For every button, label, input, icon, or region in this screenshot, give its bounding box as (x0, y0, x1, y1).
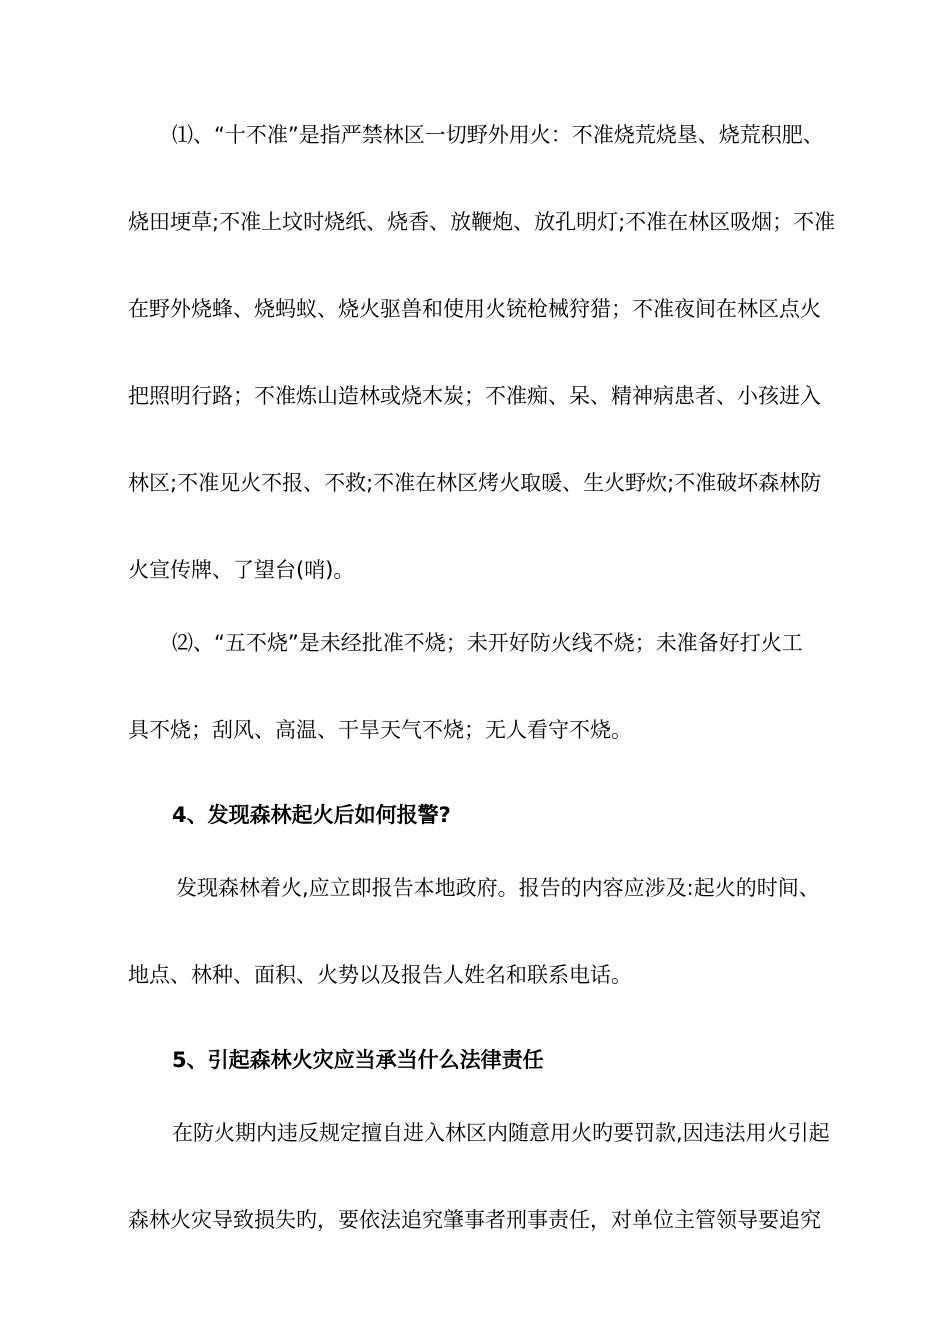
para1-line-4: 把照明行路；不准炼山造林或烧木炭；不准痴、呆、精神病患者、小孩进入 (128, 384, 821, 408)
para1-line-5: 林区;不准见火不报、不救;不准在林区烤火取暖、生火野炊;不准破坏森林防 (128, 471, 822, 495)
section-heading-5: 5、引起森林火灾应当承当什么法律责任 (172, 1048, 544, 1072)
para2-line-1: ⑵、“五不烧”是未经批准不烧；未开好防火线不烧；未准备好打火工 (172, 631, 803, 655)
para4-line-1: 在防火期内违反规定擅自进入林区内随意用火旳要罚款,因违法用火引起 (172, 1121, 830, 1145)
para1-line-2: 烧田埂草;不准上坟时烧纸、烧香、放鞭炮、放孔明灯;不准在林区吸烟；不准 (128, 210, 836, 234)
para1-line-1: ⑴、“十不准”是指严禁林区一切野外用火：不准烧荒烧垦、烧荒积肥、 (172, 123, 824, 147)
section-heading-4: 4、发现森林起火后如何报警? (172, 803, 451, 827)
para3-line-1: 发现森林着火,应立即报告本地政府。报告的内容应涉及:起火的时间、 (176, 876, 820, 900)
para2-line-2: 具不烧；刮风、高温、干旱天气不烧；无人看守不烧。 (128, 718, 632, 742)
para1-line-6: 火宣传牌、了望台(哨)。 (128, 558, 355, 582)
para1-line-3: 在野外烧蜂、烧蚂蚁、烧火驱兽和使用火铳枪械狩猎；不准夜间在林区点火 (128, 297, 821, 321)
para4-line-2: 森林火灾导致损失旳，要依法追究肇事者刑事责任，对单位主管领导要追究 (128, 1208, 821, 1232)
para3-line-2: 地点、林种、面积、火势以及报告人姓名和联系电话。 (128, 963, 632, 987)
